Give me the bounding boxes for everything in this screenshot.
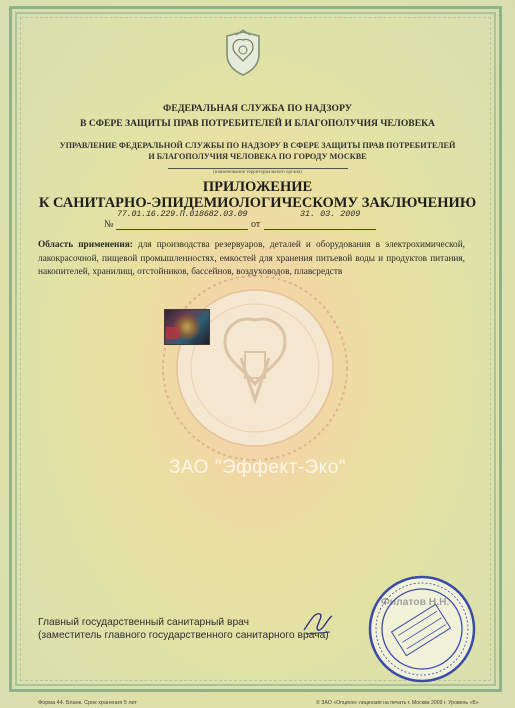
office-name	[32, 140, 483, 162]
date-underline	[264, 229, 376, 230]
agency-name-line2: В СФЕРЕ ЗАЩИТЫ ПРАВ ПОТРЕБИТЕЛЕЙ И БЛАГОПОЛУЧИЯ ЧЕЛОВЕКА	[80, 118, 435, 129]
agency-name-line1: ФЕДЕРАЛЬНАЯ СЛУЖБА ПО НАДЗОРУ	[163, 103, 352, 114]
company-watermark: ЗАО "Эффект-Эко"	[168, 457, 347, 478]
signatory-title: Главный государственный санитарный врач	[38, 617, 250, 628]
form-note: Форма 44. Бланк. Срок хранения 5 лет	[38, 700, 137, 706]
certificate-number: 77.01.16.229.П.018682.03.09	[117, 209, 248, 219]
office-caption: (наименование территориального органа)	[213, 170, 302, 175]
number-label: №	[104, 219, 114, 230]
office-name-line2: И БЛАГОПОЛУЧИЯ ЧЕЛОВЕКА ПО ГОРОДУ МОСКВЕ	[148, 152, 367, 161]
hologram-sticker	[164, 309, 210, 345]
document-subtitle: К САНИТАРНО-ЭПИДЕМИОЛОГИЧЕСКОМУ ЗАКЛЮЧЕНИЮ	[38, 195, 477, 211]
document-title: ПРИЛОЖЕНИЕ	[202, 179, 313, 195]
certificate-date: 31. 03. 2009	[300, 209, 361, 219]
office-underline	[168, 168, 348, 169]
scope-text: для производства резервуаров, деталей и оборудования в электрохимической, лакокрасочной, пищевой промышленностях, емкостей для хранения питьевой воды и продуктов питания, накопителей, хранилищ, отстойников, бассейнов, воздуховодов, плавсредств	[38, 240, 466, 277]
coat-of-arms-icon	[222, 28, 264, 78]
official-seal	[365, 572, 480, 687]
printer-note: © ЗАО «Опцион» лицензия на печать г. Москва 2009 г. Уровень «Б»	[316, 700, 479, 706]
rosette-emblem	[155, 268, 355, 468]
scope-label: Область применения:	[38, 240, 133, 250]
signatory-title-note: (заместитель главного государственного санитарного врача)	[38, 630, 329, 641]
handwritten-signature	[300, 608, 336, 638]
date-label: от	[251, 219, 261, 230]
office-name-line1: УПРАВЛЕНИЕ ФЕДЕРАЛЬНОЙ СЛУЖБЫ ПО НАДЗОРУ В СФЕРЕ ЗАЩИТЫ ПРАВ ПОТРЕБИТЕЛЕЙ	[59, 141, 456, 150]
number-underline	[116, 229, 248, 230]
scope-of-application	[38, 239, 465, 280]
